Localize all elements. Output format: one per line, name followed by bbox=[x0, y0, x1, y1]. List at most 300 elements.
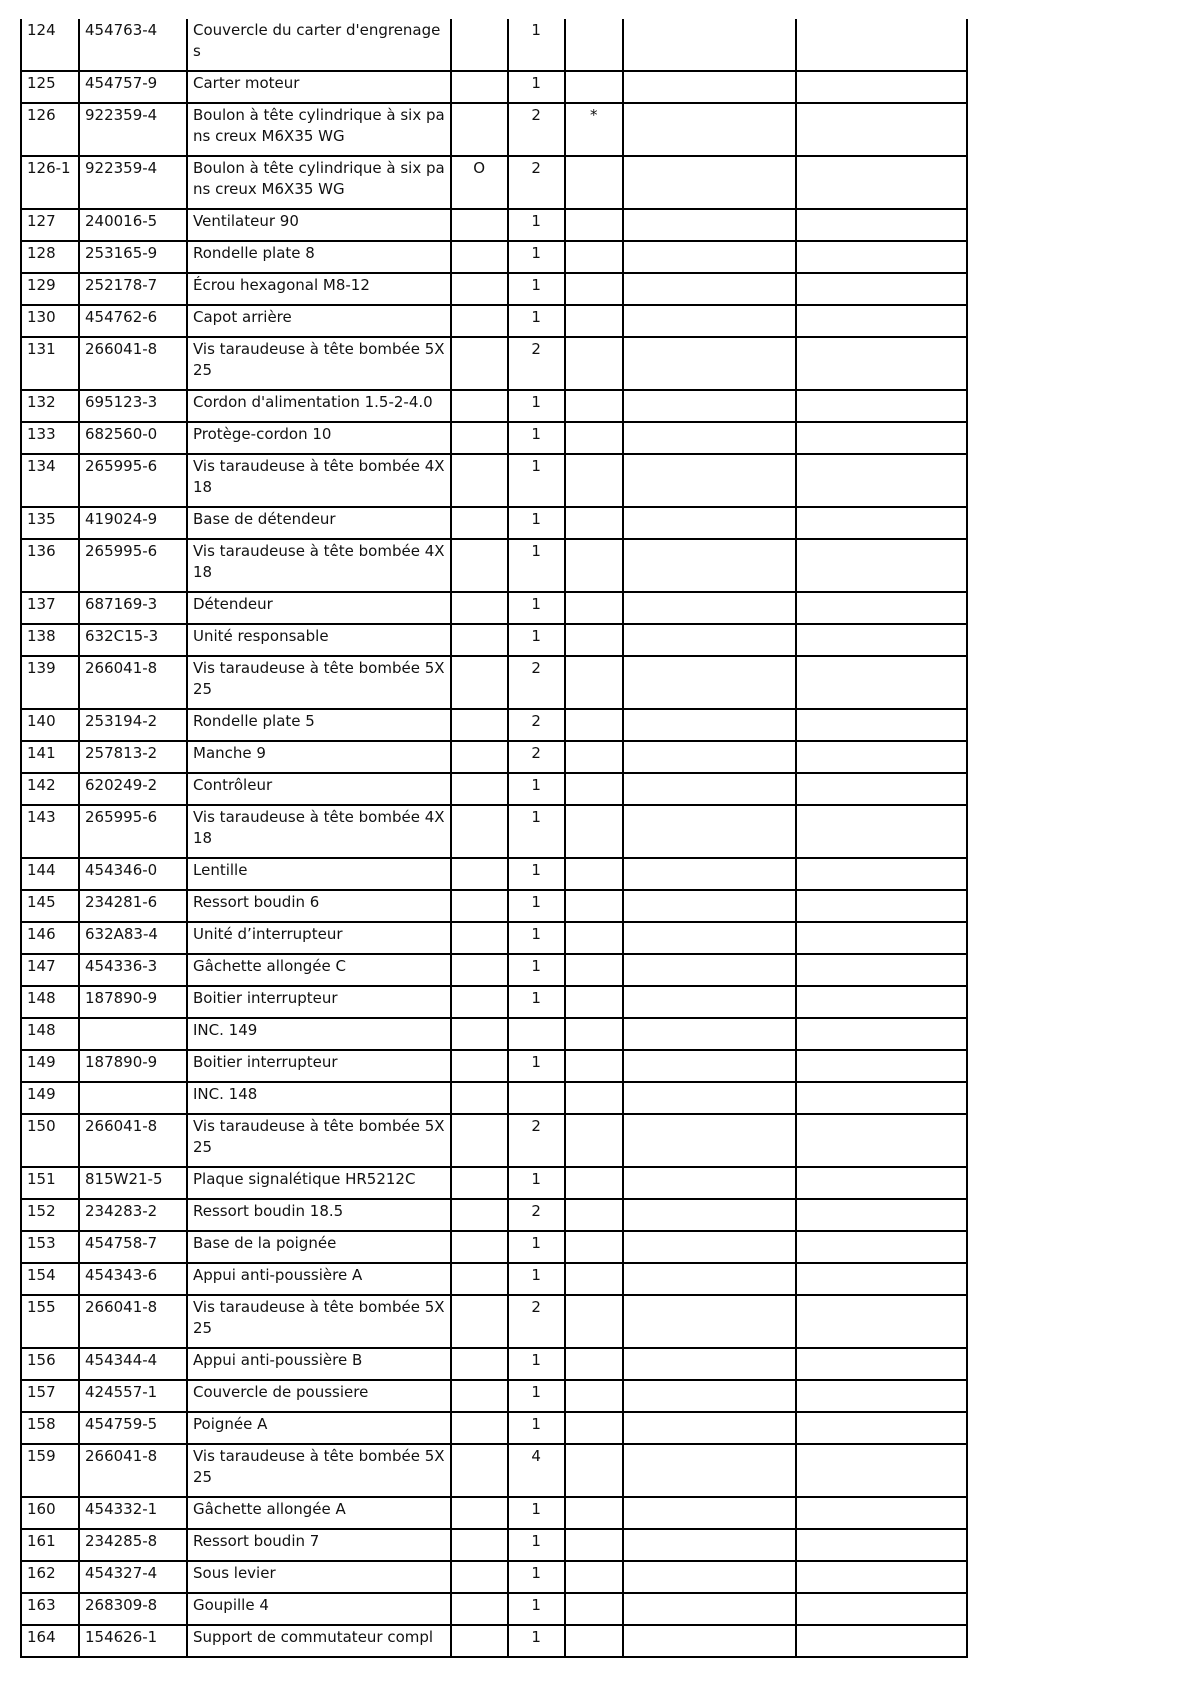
item-number-cell: 136 bbox=[21, 539, 79, 592]
quantity-cell: 1 bbox=[508, 241, 565, 273]
blank-cell bbox=[623, 305, 796, 337]
item-number-cell: 156 bbox=[21, 1348, 79, 1380]
blank-cell bbox=[623, 1380, 796, 1412]
table-row bbox=[21, 1082, 967, 1114]
item-number-cell: 158 bbox=[21, 1412, 79, 1444]
note-cell bbox=[565, 741, 623, 773]
table-row bbox=[21, 103, 967, 156]
quantity-cell bbox=[508, 1018, 565, 1050]
option-cell bbox=[451, 986, 508, 1018]
blank-cell bbox=[796, 922, 967, 954]
part-code-cell: 266041-8 bbox=[79, 656, 187, 709]
part-code-cell: 454759-5 bbox=[79, 1412, 187, 1444]
item-number-cell: 155 bbox=[21, 1295, 79, 1348]
part-code-cell: 424557-1 bbox=[79, 1380, 187, 1412]
description-cell: Vis taraudeuse à tête bombée 5X 25 bbox=[187, 1114, 451, 1167]
quantity-cell: 1 bbox=[508, 1625, 565, 1657]
blank-cell bbox=[796, 454, 967, 507]
part-code-cell: 265995-6 bbox=[79, 539, 187, 592]
note-cell bbox=[565, 1593, 623, 1625]
description-cell: Boulon à tête cylindrique à six pa ns creux M6X35 WG bbox=[187, 103, 451, 156]
note-cell bbox=[565, 1561, 623, 1593]
blank-cell bbox=[796, 1050, 967, 1082]
part-code-cell: 234281-6 bbox=[79, 890, 187, 922]
part-code-cell: 268309-8 bbox=[79, 1593, 187, 1625]
option-cell bbox=[451, 539, 508, 592]
description-cell: Gâchette allongée C bbox=[187, 954, 451, 986]
quantity-cell: 1 bbox=[508, 1412, 565, 1444]
note-cell bbox=[565, 1625, 623, 1657]
note-cell bbox=[565, 305, 623, 337]
blank-cell bbox=[796, 1444, 967, 1497]
item-number-cell: 139 bbox=[21, 656, 79, 709]
item-number-cell: 131 bbox=[21, 337, 79, 390]
blank-cell bbox=[623, 805, 796, 858]
option-cell bbox=[451, 1082, 508, 1114]
table-row bbox=[21, 1529, 967, 1561]
blank-cell bbox=[796, 1263, 967, 1295]
note-cell bbox=[565, 858, 623, 890]
description-cell: Ressort boudin 6 bbox=[187, 890, 451, 922]
note-cell bbox=[565, 1412, 623, 1444]
option-cell bbox=[451, 1050, 508, 1082]
blank-cell bbox=[796, 539, 967, 592]
description-cell: Vis taraudeuse à tête bombée 5X 25 bbox=[187, 656, 451, 709]
table-row bbox=[21, 741, 967, 773]
item-number-cell: 147 bbox=[21, 954, 79, 986]
part-code-cell: 695123-3 bbox=[79, 390, 187, 422]
option-cell bbox=[451, 709, 508, 741]
blank-cell bbox=[796, 986, 967, 1018]
quantity-cell: 1 bbox=[508, 1529, 565, 1561]
table-row bbox=[21, 858, 967, 890]
blank-cell bbox=[796, 337, 967, 390]
option-cell bbox=[451, 241, 508, 273]
blank-cell bbox=[623, 1593, 796, 1625]
note-cell bbox=[565, 954, 623, 986]
blank-cell bbox=[623, 1167, 796, 1199]
item-number-cell: 162 bbox=[21, 1561, 79, 1593]
item-number-cell: 163 bbox=[21, 1593, 79, 1625]
option-cell bbox=[451, 422, 508, 454]
quantity-cell: 4 bbox=[508, 1444, 565, 1497]
quantity-cell: 1 bbox=[508, 805, 565, 858]
blank-cell bbox=[623, 1018, 796, 1050]
description-cell: Vis taraudeuse à tête bombée 4X 18 bbox=[187, 454, 451, 507]
option-cell bbox=[451, 1444, 508, 1497]
quantity-cell: 1 bbox=[508, 454, 565, 507]
option-cell bbox=[451, 1529, 508, 1561]
table-row bbox=[21, 954, 967, 986]
blank-cell bbox=[623, 954, 796, 986]
item-number-cell: 160 bbox=[21, 1497, 79, 1529]
blank-cell bbox=[623, 422, 796, 454]
option-cell bbox=[451, 858, 508, 890]
description-cell: Vis taraudeuse à tête bombée 4X 18 bbox=[187, 539, 451, 592]
note-cell bbox=[565, 1199, 623, 1231]
quantity-cell: 1 bbox=[508, 1380, 565, 1412]
option-cell bbox=[451, 1380, 508, 1412]
blank-cell bbox=[796, 890, 967, 922]
part-code-cell bbox=[79, 1018, 187, 1050]
description-cell: Support de commutateur compl bbox=[187, 1625, 451, 1657]
note-cell bbox=[565, 71, 623, 103]
table-row bbox=[21, 1114, 967, 1167]
option-cell bbox=[451, 1625, 508, 1657]
quantity-cell: 1 bbox=[508, 1593, 565, 1625]
table-row bbox=[21, 1295, 967, 1348]
blank-cell bbox=[623, 507, 796, 539]
option-cell bbox=[451, 19, 508, 71]
note-cell bbox=[565, 209, 623, 241]
description-cell: Vis taraudeuse à tête bombée 5X 25 bbox=[187, 337, 451, 390]
description-cell: Manche 9 bbox=[187, 741, 451, 773]
part-code-cell: 240016-5 bbox=[79, 209, 187, 241]
part-code-cell: 454344-4 bbox=[79, 1348, 187, 1380]
option-cell bbox=[451, 890, 508, 922]
part-code-cell: 687169-3 bbox=[79, 592, 187, 624]
part-code-cell: 154626-1 bbox=[79, 1625, 187, 1657]
part-code-cell: 252178-7 bbox=[79, 273, 187, 305]
description-cell: Base de détendeur bbox=[187, 507, 451, 539]
blank-cell bbox=[623, 1497, 796, 1529]
part-code-cell: 266041-8 bbox=[79, 337, 187, 390]
part-code-cell: 253194-2 bbox=[79, 709, 187, 741]
description-cell: Carter moteur bbox=[187, 71, 451, 103]
description-cell: Boitier interrupteur bbox=[187, 1050, 451, 1082]
option-cell bbox=[451, 1199, 508, 1231]
blank-cell bbox=[796, 1295, 967, 1348]
description-cell: Couvercle du carter d'engrenage s bbox=[187, 19, 451, 71]
item-number-cell: 138 bbox=[21, 624, 79, 656]
item-number-cell: 151 bbox=[21, 1167, 79, 1199]
table-row bbox=[21, 1444, 967, 1497]
blank-cell bbox=[623, 1114, 796, 1167]
item-number-cell: 149 bbox=[21, 1082, 79, 1114]
blank-cell bbox=[796, 858, 967, 890]
note-cell bbox=[565, 273, 623, 305]
parts-list-body bbox=[21, 19, 967, 1657]
blank-cell bbox=[796, 507, 967, 539]
quantity-cell: 1 bbox=[508, 624, 565, 656]
blank-cell bbox=[796, 656, 967, 709]
table-row bbox=[21, 337, 967, 390]
note-cell bbox=[565, 1263, 623, 1295]
item-number-cell: 125 bbox=[21, 71, 79, 103]
note-cell bbox=[565, 709, 623, 741]
option-cell bbox=[451, 1263, 508, 1295]
table-row bbox=[21, 1348, 967, 1380]
table-row bbox=[21, 539, 967, 592]
description-cell: Unité d’interrupteur bbox=[187, 922, 451, 954]
description-cell: Goupille 4 bbox=[187, 1593, 451, 1625]
quantity-cell: 1 bbox=[508, 773, 565, 805]
blank-cell bbox=[796, 241, 967, 273]
item-number-cell: 149 bbox=[21, 1050, 79, 1082]
quantity-cell: 1 bbox=[508, 1050, 565, 1082]
quantity-cell: 2 bbox=[508, 337, 565, 390]
item-number-cell: 145 bbox=[21, 890, 79, 922]
table-row bbox=[21, 624, 967, 656]
part-code-cell: 454327-4 bbox=[79, 1561, 187, 1593]
item-number-cell: 127 bbox=[21, 209, 79, 241]
table-row bbox=[21, 592, 967, 624]
table-row bbox=[21, 1625, 967, 1657]
blank-cell bbox=[623, 1625, 796, 1657]
note-cell bbox=[565, 1348, 623, 1380]
item-number-cell: 126 bbox=[21, 103, 79, 156]
option-cell bbox=[451, 1018, 508, 1050]
part-code-cell: 454332-1 bbox=[79, 1497, 187, 1529]
blank-cell bbox=[796, 592, 967, 624]
description-cell: Boulon à tête cylindrique à six pa ns creux M6X35 WG bbox=[187, 156, 451, 209]
table-row bbox=[21, 422, 967, 454]
quantity-cell: 1 bbox=[508, 422, 565, 454]
part-code-cell: 454343-6 bbox=[79, 1263, 187, 1295]
quantity-cell: 1 bbox=[508, 1348, 565, 1380]
blank-cell bbox=[796, 390, 967, 422]
item-number-cell: 140 bbox=[21, 709, 79, 741]
quantity-cell: 2 bbox=[508, 656, 565, 709]
item-number-cell: 157 bbox=[21, 1380, 79, 1412]
option-cell bbox=[451, 741, 508, 773]
blank-cell bbox=[623, 1412, 796, 1444]
part-code-cell: 922359-4 bbox=[79, 156, 187, 209]
option-cell bbox=[451, 209, 508, 241]
part-code-cell: 620249-2 bbox=[79, 773, 187, 805]
note-cell bbox=[565, 1050, 623, 1082]
option-cell bbox=[451, 1231, 508, 1263]
option-cell bbox=[451, 805, 508, 858]
table-row bbox=[21, 1497, 967, 1529]
table-row bbox=[21, 1263, 967, 1295]
blank-cell bbox=[796, 209, 967, 241]
item-number-cell: 135 bbox=[21, 507, 79, 539]
part-code-cell: 266041-8 bbox=[79, 1295, 187, 1348]
item-number-cell: 152 bbox=[21, 1199, 79, 1231]
blank-cell bbox=[796, 1114, 967, 1167]
item-number-cell: 133 bbox=[21, 422, 79, 454]
blank-cell bbox=[796, 156, 967, 209]
quantity-cell: 1 bbox=[508, 273, 565, 305]
quantity-cell: 1 bbox=[508, 1263, 565, 1295]
quantity-cell: 2 bbox=[508, 741, 565, 773]
part-code-cell: 454762-6 bbox=[79, 305, 187, 337]
quantity-cell: 1 bbox=[508, 209, 565, 241]
blank-cell bbox=[623, 390, 796, 422]
part-code-cell bbox=[79, 1082, 187, 1114]
blank-cell bbox=[623, 241, 796, 273]
blank-cell bbox=[796, 1348, 967, 1380]
note-cell bbox=[565, 422, 623, 454]
quantity-cell: 1 bbox=[508, 1497, 565, 1529]
description-cell: Plaque signalétique HR5212C bbox=[187, 1167, 451, 1199]
item-number-cell: 137 bbox=[21, 592, 79, 624]
part-code-cell: 682560-0 bbox=[79, 422, 187, 454]
blank-cell bbox=[623, 1082, 796, 1114]
blank-cell bbox=[796, 1529, 967, 1561]
item-number-cell: 148 bbox=[21, 1018, 79, 1050]
quantity-cell: 1 bbox=[508, 1231, 565, 1263]
note-cell bbox=[565, 454, 623, 507]
blank-cell bbox=[796, 305, 967, 337]
note-cell bbox=[565, 1497, 623, 1529]
quantity-cell: 2 bbox=[508, 1199, 565, 1231]
table-row bbox=[21, 986, 967, 1018]
blank-cell bbox=[623, 454, 796, 507]
quantity-cell: 1 bbox=[508, 1561, 565, 1593]
part-code-cell: 454758-7 bbox=[79, 1231, 187, 1263]
blank-cell bbox=[623, 1444, 796, 1497]
blank-cell bbox=[796, 741, 967, 773]
description-cell: Détendeur bbox=[187, 592, 451, 624]
part-code-cell: 265995-6 bbox=[79, 454, 187, 507]
quantity-cell: 2 bbox=[508, 103, 565, 156]
description-cell: Unité responsable bbox=[187, 624, 451, 656]
option-cell: O bbox=[451, 156, 508, 209]
part-code-cell: 454757-9 bbox=[79, 71, 187, 103]
table-row bbox=[21, 1231, 967, 1263]
quantity-cell: 1 bbox=[508, 592, 565, 624]
blank-cell bbox=[796, 103, 967, 156]
blank-cell bbox=[623, 156, 796, 209]
part-code-cell: 257813-2 bbox=[79, 741, 187, 773]
part-code-cell: 266041-8 bbox=[79, 1444, 187, 1497]
table-row bbox=[21, 890, 967, 922]
blank-cell bbox=[796, 1082, 967, 1114]
note-cell bbox=[565, 592, 623, 624]
blank-cell bbox=[796, 1167, 967, 1199]
item-number-cell: 142 bbox=[21, 773, 79, 805]
blank-cell bbox=[623, 656, 796, 709]
quantity-cell: 1 bbox=[508, 390, 565, 422]
description-cell: Gâchette allongée A bbox=[187, 1497, 451, 1529]
part-code-cell: 265995-6 bbox=[79, 805, 187, 858]
note-cell bbox=[565, 1082, 623, 1114]
part-code-cell: 454336-3 bbox=[79, 954, 187, 986]
blank-cell bbox=[623, 986, 796, 1018]
description-cell: Couvercle de poussiere bbox=[187, 1380, 451, 1412]
item-number-cell: 159 bbox=[21, 1444, 79, 1497]
item-number-cell: 146 bbox=[21, 922, 79, 954]
description-cell: Lentille bbox=[187, 858, 451, 890]
table-row bbox=[21, 1167, 967, 1199]
table-row bbox=[21, 656, 967, 709]
blank-cell bbox=[623, 592, 796, 624]
note-cell: * bbox=[565, 103, 623, 156]
note-cell bbox=[565, 890, 623, 922]
item-number-cell: 130 bbox=[21, 305, 79, 337]
description-cell: Rondelle plate 5 bbox=[187, 709, 451, 741]
note-cell bbox=[565, 1295, 623, 1348]
description-cell: Capot arrière bbox=[187, 305, 451, 337]
note-cell bbox=[565, 507, 623, 539]
note-cell bbox=[565, 19, 623, 71]
note-cell bbox=[565, 773, 623, 805]
item-number-cell: 132 bbox=[21, 390, 79, 422]
blank-cell bbox=[796, 1018, 967, 1050]
blank-cell bbox=[796, 71, 967, 103]
blank-cell bbox=[623, 19, 796, 71]
note-cell bbox=[565, 1018, 623, 1050]
description-cell: Ressort boudin 18.5 bbox=[187, 1199, 451, 1231]
part-code-cell: 454346-0 bbox=[79, 858, 187, 890]
option-cell bbox=[451, 656, 508, 709]
item-number-cell: 144 bbox=[21, 858, 79, 890]
blank-cell bbox=[796, 709, 967, 741]
table-row bbox=[21, 922, 967, 954]
blank-cell bbox=[796, 1412, 967, 1444]
note-cell bbox=[565, 805, 623, 858]
table-row bbox=[21, 1050, 967, 1082]
blank-cell bbox=[623, 1199, 796, 1231]
table-row bbox=[21, 773, 967, 805]
option-cell bbox=[451, 592, 508, 624]
table-row bbox=[21, 241, 967, 273]
table-row bbox=[21, 805, 967, 858]
note-cell bbox=[565, 1167, 623, 1199]
blank-cell bbox=[796, 954, 967, 986]
blank-cell bbox=[796, 1231, 967, 1263]
option-cell bbox=[451, 1561, 508, 1593]
blank-cell bbox=[796, 19, 967, 71]
description-cell: Ressort boudin 7 bbox=[187, 1529, 451, 1561]
part-code-cell: 419024-9 bbox=[79, 507, 187, 539]
description-cell: Écrou hexagonal M8-12 bbox=[187, 273, 451, 305]
blank-cell bbox=[623, 1231, 796, 1263]
quantity-cell: 2 bbox=[508, 156, 565, 209]
option-cell bbox=[451, 454, 508, 507]
table-row bbox=[21, 454, 967, 507]
blank-cell bbox=[623, 273, 796, 305]
option-cell bbox=[451, 1167, 508, 1199]
part-code-cell: 187890-9 bbox=[79, 986, 187, 1018]
item-number-cell: 153 bbox=[21, 1231, 79, 1263]
item-number-cell: 128 bbox=[21, 241, 79, 273]
quantity-cell: 1 bbox=[508, 954, 565, 986]
part-code-cell: 253165-9 bbox=[79, 241, 187, 273]
note-cell bbox=[565, 390, 623, 422]
quantity-cell: 2 bbox=[508, 709, 565, 741]
table-row bbox=[21, 709, 967, 741]
description-cell: Vis taraudeuse à tête bombée 4X 18 bbox=[187, 805, 451, 858]
item-number-cell: 164 bbox=[21, 1625, 79, 1657]
part-code-cell: 815W21-5 bbox=[79, 1167, 187, 1199]
blank-cell bbox=[623, 71, 796, 103]
note-cell bbox=[565, 624, 623, 656]
blank-cell bbox=[796, 805, 967, 858]
table-row bbox=[21, 1593, 967, 1625]
blank-cell bbox=[623, 1529, 796, 1561]
note-cell bbox=[565, 1380, 623, 1412]
blank-cell bbox=[796, 1199, 967, 1231]
table-row bbox=[21, 1018, 967, 1050]
description-cell: Vis taraudeuse à tête bombée 5X 25 bbox=[187, 1444, 451, 1497]
table-row bbox=[21, 390, 967, 422]
part-code-cell: 454763-4 bbox=[79, 19, 187, 71]
option-cell bbox=[451, 1295, 508, 1348]
blank-cell bbox=[796, 1593, 967, 1625]
parts-list-table bbox=[20, 19, 968, 1658]
note-cell bbox=[565, 539, 623, 592]
option-cell bbox=[451, 624, 508, 656]
table-row bbox=[21, 1380, 967, 1412]
table-row bbox=[21, 273, 967, 305]
item-number-cell: 124 bbox=[21, 19, 79, 71]
option-cell bbox=[451, 71, 508, 103]
blank-cell bbox=[796, 1497, 967, 1529]
quantity-cell: 1 bbox=[508, 858, 565, 890]
